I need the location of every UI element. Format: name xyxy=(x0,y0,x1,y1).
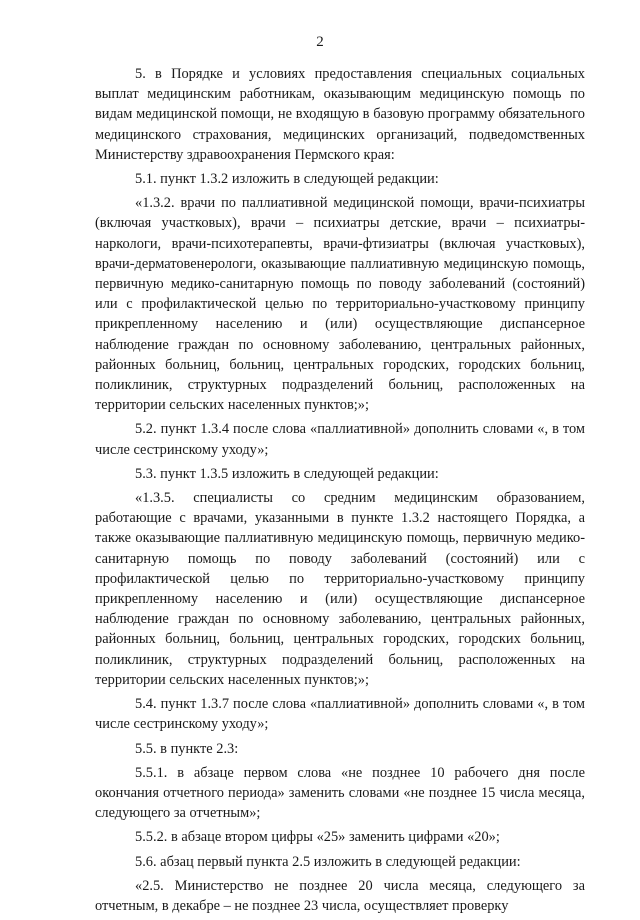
paragraph-5: 5. в Порядке и условиях предоставления специальных социальных выплат медицинским работникам, оказывающим медицинскую помощь по видам медицинской помощи, не входящую в базовую программу обязательного медицинского страхования, медицинских организаций, подведомственных Министерству здравоохранения Пермского края: xyxy=(95,66,585,163)
paragraph-5-1: 5.1. пункт 1.3.2 изложить в следующей редакции: xyxy=(135,171,439,188)
page-number: 2 xyxy=(316,34,324,50)
paragraph-5-4: 5.4. пункт 1.3.7 после слова «паллиативной» дополнить словами «, в том числе сестринскому уходу»; xyxy=(95,696,585,733)
paragraph-5-6: 5.6. абзац первый пункта 2.5 изложить в следующей редакции: xyxy=(135,853,521,870)
paragraph-1-3-5-quote: «1.3.5. специалисты со средним медицинским образованием, работающие с врачами, указанными в пункте 1.3.2 настоящего Порядка, а также оказывающие паллиативную медицинскую помощь, первичную медико-санитарную помощь по поводу заболеваний (состояний) или с профилактической целью по территориально-участковому принципу прикрепленному населению и (или) осуществляющие диспансерное наблюдение граждан по основному заболеванию, центральных районных, районных больниц, больниц, центральных городских, городских больниц, поликлиник, структурных подразделений больниц, расположенных на территории сельских населенных пунктов;»; xyxy=(95,490,585,688)
paragraph-1-3-2-quote: «1.3.2. врачи по паллиативной медицинской помощи, врачи-психиатры (включая участковых), врачи – психиатры детские, врачи – психиатры-наркологи, врачи-психотерапевты, врачи-фтизиатры (включая участковых), врачи-дерматовенерологи, оказывающие паллиативную медицинскую помощь, первичную медико-санитарную помощь по поводу заболеваний (состояний) или с профилактической целью по территориально-участковому принципу прикрепленному населению и (или) осуществляющие диспансерное наблюдение граждан по основному заболеванию, центральных районных, районных больниц, больниц, центральных городских, городских больниц, поликлиник, структурных подразделений больниц, расположенных на территории сельских населенных пунктов;»; xyxy=(95,195,585,414)
paragraph-5-5: 5.5. в пункте 2.3: xyxy=(135,740,239,757)
paragraph-2-5-quote: «2.5. Министерство не позднее 20 числа месяца, следующего за отчетным, в декабре – не позднее 23 числа, осуществляет проверку xyxy=(95,877,585,914)
document-body xyxy=(95,64,585,920)
paragraph-5-5-2: 5.5.2. в абзаце втором цифры «25» заменить цифрами «20»; xyxy=(135,829,500,846)
paragraph-5-5-1: 5.5.1. в абзаце первом слова «не позднее 10 рабочего дня после окончания отчетного периода» заменить словами «не позднее 15 числа месяца, следующего за отчетным»; xyxy=(95,764,585,822)
paragraph-5-2: 5.2. пункт 1.3.4 после слова «паллиативной» дополнить словами «, в том числе сестринскому уходу»; xyxy=(95,421,585,458)
paragraph-5-3: 5.3. пункт 1.3.5 изложить в следующей редакции: xyxy=(135,465,439,482)
